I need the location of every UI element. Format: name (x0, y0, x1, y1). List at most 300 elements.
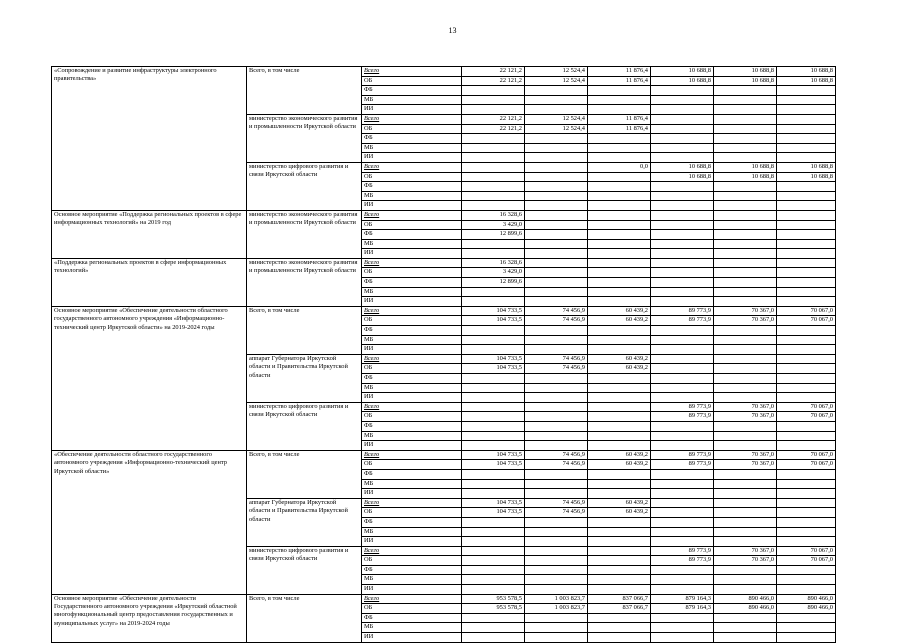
amount-cell (525, 412, 588, 422)
amount-cell (525, 546, 588, 556)
responsible-executor: аппарат Губернатора Иркутской области и Правительства Иркутской области (247, 498, 362, 546)
amount-cell: 70 067,0 (777, 402, 836, 412)
amount-cell (525, 162, 588, 172)
funding-source: МБ (362, 527, 462, 537)
funding-source: ОБ (362, 124, 462, 134)
amount-cell: 12 899,6 (462, 230, 525, 240)
amount-cell (777, 335, 836, 345)
amount-cell (651, 220, 714, 230)
amount-cell (462, 153, 525, 163)
amount-cell (651, 623, 714, 633)
table-row (52, 67, 836, 77)
amount-cell (462, 556, 525, 566)
amount-cell (525, 489, 588, 499)
amount-cell (525, 431, 588, 441)
amount-cell: 1 003 823,7 (525, 594, 588, 604)
amount-cell (714, 565, 777, 575)
amount-cell (714, 86, 777, 96)
amount-cell (777, 565, 836, 575)
responsible-executor: Всего, в том числе (247, 306, 362, 354)
amount-cell (651, 527, 714, 537)
responsible-executor: Всего, в том числе (247, 450, 362, 498)
amount-cell (777, 633, 836, 643)
amount-cell (777, 517, 836, 527)
funding-source: ОБ (362, 460, 462, 470)
amount-cell (588, 239, 651, 249)
funding-source: Всего (362, 114, 462, 124)
amount-cell: 0,0 (588, 162, 651, 172)
funding-source: ИИ (362, 297, 462, 307)
amount-cell (588, 258, 651, 268)
amount-cell (588, 556, 651, 566)
amount-cell (462, 172, 525, 182)
amount-cell (714, 374, 777, 384)
amount-cell (777, 105, 836, 115)
amount-cell (777, 268, 836, 278)
amount-cell (651, 268, 714, 278)
amount-cell (651, 431, 714, 441)
amount-cell (651, 374, 714, 384)
amount-cell (651, 489, 714, 499)
amount-cell: 60 439,2 (588, 306, 651, 316)
amount-cell: 16 328,6 (462, 210, 525, 220)
amount-cell (588, 134, 651, 144)
amount-cell (714, 623, 777, 633)
amount-cell (651, 613, 714, 623)
amount-cell (777, 527, 836, 537)
amount-cell (651, 201, 714, 211)
amount-cell (714, 95, 777, 105)
amount-cell (525, 278, 588, 288)
amount-cell: 70 067,0 (777, 546, 836, 556)
amount-cell (525, 172, 588, 182)
amount-cell (714, 258, 777, 268)
amount-cell (588, 86, 651, 96)
funding-source: ОБ (362, 268, 462, 278)
amount-cell (525, 153, 588, 163)
amount-cell (525, 479, 588, 489)
funding-source: ФБ (362, 517, 462, 527)
amount-cell (777, 297, 836, 307)
amount-cell (462, 517, 525, 527)
amount-cell (588, 421, 651, 431)
amount-cell (651, 633, 714, 643)
budget-table (51, 66, 836, 643)
amount-cell (525, 134, 588, 144)
amount-cell (588, 527, 651, 537)
amount-cell: 10 688,8 (714, 162, 777, 172)
amount-cell (588, 201, 651, 211)
amount-cell (525, 249, 588, 259)
amount-cell (714, 230, 777, 240)
amount-cell (462, 249, 525, 259)
funding-source: ИИ (362, 201, 462, 211)
amount-cell (651, 326, 714, 336)
amount-cell: 89 773,9 (651, 306, 714, 316)
amount-cell: 70 067,0 (777, 556, 836, 566)
funding-source: ОБ (362, 508, 462, 518)
amount-cell: 890 466,0 (777, 594, 836, 604)
amount-cell: 70 367,0 (714, 556, 777, 566)
amount-cell (651, 239, 714, 249)
amount-cell: 74 456,9 (525, 306, 588, 316)
amount-cell (525, 95, 588, 105)
amount-cell: 104 733,5 (462, 508, 525, 518)
amount-cell (651, 575, 714, 585)
program-item-name: Основное мероприятие «Обеспечение деятельности областного государственного автономного учреждения «Информационно-технический центр Иркутской области» на 2019-2024 годы (52, 306, 247, 450)
amount-cell (714, 105, 777, 115)
amount-cell (462, 297, 525, 307)
funding-source: МБ (362, 287, 462, 297)
funding-source: ФБ (362, 278, 462, 288)
amount-cell: 89 773,9 (651, 460, 714, 470)
funding-source: ОБ (362, 76, 462, 86)
funding-source: ОБ (362, 556, 462, 566)
amount-cell: 10 688,8 (714, 172, 777, 182)
table-row (52, 210, 836, 220)
amount-cell: 890 466,0 (714, 594, 777, 604)
amount-cell: 70 067,0 (777, 412, 836, 422)
amount-cell (588, 402, 651, 412)
amount-cell: 74 456,9 (525, 364, 588, 374)
amount-cell: 70 367,0 (714, 450, 777, 460)
amount-cell (525, 345, 588, 355)
amount-cell (651, 105, 714, 115)
amount-cell (588, 210, 651, 220)
funding-source: Всего (362, 354, 462, 364)
funding-source: ФБ (362, 134, 462, 144)
amount-cell (588, 613, 651, 623)
amount-cell (525, 393, 588, 403)
table-row (52, 306, 836, 316)
amount-cell (777, 354, 836, 364)
amount-cell (651, 383, 714, 393)
amount-cell (714, 182, 777, 192)
amount-cell (525, 210, 588, 220)
amount-cell (462, 105, 525, 115)
amount-cell: 74 456,9 (525, 450, 588, 460)
amount-cell (714, 479, 777, 489)
amount-cell (588, 153, 651, 163)
amount-cell (462, 383, 525, 393)
amount-cell (714, 498, 777, 508)
amount-cell: 89 773,9 (651, 450, 714, 460)
amount-cell (777, 95, 836, 105)
amount-cell (588, 517, 651, 527)
amount-cell (462, 182, 525, 192)
amount-cell (588, 489, 651, 499)
funding-source: ОБ (362, 604, 462, 614)
funding-source: МБ (362, 383, 462, 393)
amount-cell (588, 345, 651, 355)
amount-cell (651, 114, 714, 124)
amount-cell (462, 479, 525, 489)
amount-cell: 1 003 823,7 (525, 604, 588, 614)
amount-cell (651, 143, 714, 153)
amount-cell: 879 164,3 (651, 604, 714, 614)
amount-cell (714, 143, 777, 153)
amount-cell (714, 287, 777, 297)
funding-source: Всего (362, 306, 462, 316)
amount-cell (525, 402, 588, 412)
amount-cell: 12 524,4 (525, 114, 588, 124)
amount-cell (588, 565, 651, 575)
amount-cell (777, 86, 836, 96)
amount-cell (462, 287, 525, 297)
amount-cell: 3 429,0 (462, 220, 525, 230)
amount-cell (462, 469, 525, 479)
amount-cell (525, 326, 588, 336)
amount-cell (462, 412, 525, 422)
funding-source: ИИ (362, 537, 462, 547)
amount-cell (777, 393, 836, 403)
amount-cell (462, 239, 525, 249)
amount-cell (714, 393, 777, 403)
funding-source: Всего (362, 402, 462, 412)
amount-cell (525, 613, 588, 623)
funding-source: ИИ (362, 249, 462, 259)
amount-cell (525, 383, 588, 393)
amount-cell (588, 479, 651, 489)
responsible-executor: Всего, в том числе (247, 594, 362, 642)
amount-cell: 70 367,0 (714, 546, 777, 556)
program-item-name: «Поддержка региональных проектов в сфере информационных технологий» (52, 258, 247, 306)
funding-source: ИИ (362, 393, 462, 403)
amount-cell (588, 268, 651, 278)
funding-source: ФБ (362, 613, 462, 623)
amount-cell (588, 633, 651, 643)
amount-cell (462, 393, 525, 403)
amount-cell (777, 278, 836, 288)
funding-source: ИИ (362, 489, 462, 499)
amount-cell (462, 421, 525, 431)
amount-cell (777, 124, 836, 134)
amount-cell (651, 230, 714, 240)
amount-cell (525, 143, 588, 153)
amount-cell (588, 191, 651, 201)
amount-cell (588, 297, 651, 307)
amount-cell (462, 326, 525, 336)
amount-cell (777, 345, 836, 355)
table-row (52, 450, 836, 460)
amount-cell (462, 402, 525, 412)
amount-cell (588, 412, 651, 422)
amount-cell (777, 441, 836, 451)
amount-cell (651, 249, 714, 259)
responsible-executor: министерство цифрового развития и связи Иркутской области (247, 402, 362, 450)
amount-cell (714, 469, 777, 479)
amount-cell (651, 508, 714, 518)
amount-cell: 89 773,9 (651, 546, 714, 556)
amount-cell (651, 182, 714, 192)
amount-cell (588, 585, 651, 595)
funding-source: МБ (362, 143, 462, 153)
funding-source: ИИ (362, 153, 462, 163)
amount-cell (462, 489, 525, 499)
amount-cell (777, 114, 836, 124)
amount-cell (777, 249, 836, 259)
amount-cell (525, 374, 588, 384)
amount-cell: 70 067,0 (777, 460, 836, 470)
funding-source: ФБ (362, 230, 462, 240)
program-item-name: «Обеспечение деятельности областного государственного автономного учреждения «Информационно-технический центр Иркутской области» (52, 450, 247, 594)
amount-cell: 70 067,0 (777, 316, 836, 326)
amount-cell (462, 431, 525, 441)
amount-cell: 89 773,9 (651, 402, 714, 412)
amount-cell (651, 124, 714, 134)
amount-cell (588, 220, 651, 230)
amount-cell (525, 441, 588, 451)
amount-cell (651, 421, 714, 431)
amount-cell (462, 623, 525, 633)
amount-cell (588, 623, 651, 633)
amount-cell (777, 575, 836, 585)
amount-cell (651, 134, 714, 144)
amount-cell (714, 431, 777, 441)
funding-source: ФБ (362, 565, 462, 575)
amount-cell (588, 95, 651, 105)
amount-cell (651, 258, 714, 268)
budget-table-body (52, 67, 836, 643)
amount-cell (777, 143, 836, 153)
amount-cell (777, 239, 836, 249)
amount-cell (525, 556, 588, 566)
amount-cell (651, 498, 714, 508)
amount-cell (651, 364, 714, 374)
amount-cell (588, 431, 651, 441)
funding-source: ИИ (362, 105, 462, 115)
amount-cell (525, 421, 588, 431)
funding-source: ИИ (362, 585, 462, 595)
funding-source: МБ (362, 479, 462, 489)
amount-cell (714, 297, 777, 307)
amount-cell (777, 613, 836, 623)
amount-cell (651, 441, 714, 451)
amount-cell: 12 524,4 (525, 124, 588, 134)
amount-cell (777, 134, 836, 144)
amount-cell (651, 95, 714, 105)
amount-cell (714, 268, 777, 278)
amount-cell (714, 335, 777, 345)
funding-source: МБ (362, 575, 462, 585)
amount-cell (777, 421, 836, 431)
amount-cell (714, 383, 777, 393)
amount-cell (588, 278, 651, 288)
amount-cell (777, 220, 836, 230)
amount-cell: 104 733,5 (462, 316, 525, 326)
amount-cell: 12 524,4 (525, 76, 588, 86)
responsible-executor: министерство экономического развития и промышленности Иркутской области (247, 258, 362, 306)
amount-cell (651, 86, 714, 96)
amount-cell (588, 469, 651, 479)
amount-cell (462, 441, 525, 451)
amount-cell (525, 585, 588, 595)
amount-cell (525, 201, 588, 211)
amount-cell: 74 456,9 (525, 316, 588, 326)
amount-cell (714, 220, 777, 230)
amount-cell: 10 688,8 (714, 76, 777, 86)
amount-cell (525, 182, 588, 192)
funding-source: Всего (362, 594, 462, 604)
amount-cell (651, 278, 714, 288)
amount-cell (714, 134, 777, 144)
amount-cell (651, 191, 714, 201)
responsible-executor: Всего, в том числе (247, 67, 362, 115)
amount-cell (462, 633, 525, 643)
amount-cell (777, 364, 836, 374)
amount-cell (588, 182, 651, 192)
amount-cell (525, 517, 588, 527)
amount-cell (651, 153, 714, 163)
amount-cell (462, 201, 525, 211)
amount-cell (462, 585, 525, 595)
amount-cell (777, 623, 836, 633)
amount-cell (714, 124, 777, 134)
amount-cell: 70 067,0 (777, 306, 836, 316)
amount-cell (462, 537, 525, 547)
amount-cell (462, 613, 525, 623)
funding-source: МБ (362, 239, 462, 249)
amount-cell (525, 537, 588, 547)
funding-source: ФБ (362, 469, 462, 479)
amount-cell (525, 565, 588, 575)
amount-cell: 16 328,6 (462, 258, 525, 268)
amount-cell (714, 210, 777, 220)
amount-cell: 104 733,5 (462, 364, 525, 374)
amount-cell (777, 537, 836, 547)
amount-cell (777, 498, 836, 508)
amount-cell (777, 287, 836, 297)
funding-source: ОБ (362, 412, 462, 422)
funding-source: ФБ (362, 374, 462, 384)
amount-cell: 104 733,5 (462, 450, 525, 460)
amount-cell: 10 688,8 (777, 162, 836, 172)
amount-cell (714, 421, 777, 431)
amount-cell (651, 585, 714, 595)
amount-cell (462, 374, 525, 384)
amount-cell (588, 374, 651, 384)
amount-cell (714, 191, 777, 201)
amount-cell: 890 466,0 (777, 604, 836, 614)
amount-cell (651, 393, 714, 403)
amount-cell (588, 172, 651, 182)
amount-cell (714, 278, 777, 288)
amount-cell (588, 546, 651, 556)
amount-cell (462, 86, 525, 96)
amount-cell (651, 297, 714, 307)
program-item-name: «Сопровождение и развитие инфраструктуры электронного правительства» (52, 67, 247, 211)
amount-cell (462, 527, 525, 537)
funding-source: Всего (362, 162, 462, 172)
amount-cell (714, 345, 777, 355)
amount-cell (777, 469, 836, 479)
amount-cell (777, 191, 836, 201)
amount-cell: 953 578,5 (462, 594, 525, 604)
amount-cell (714, 537, 777, 547)
amount-cell (714, 249, 777, 259)
amount-cell (777, 201, 836, 211)
funding-source: ФБ (362, 421, 462, 431)
amount-cell (525, 287, 588, 297)
amount-cell (588, 393, 651, 403)
amount-cell (462, 143, 525, 153)
amount-cell (462, 546, 525, 556)
amount-cell (525, 623, 588, 633)
amount-cell (525, 527, 588, 537)
amount-cell (525, 268, 588, 278)
amount-cell (525, 191, 588, 201)
amount-cell (714, 441, 777, 451)
